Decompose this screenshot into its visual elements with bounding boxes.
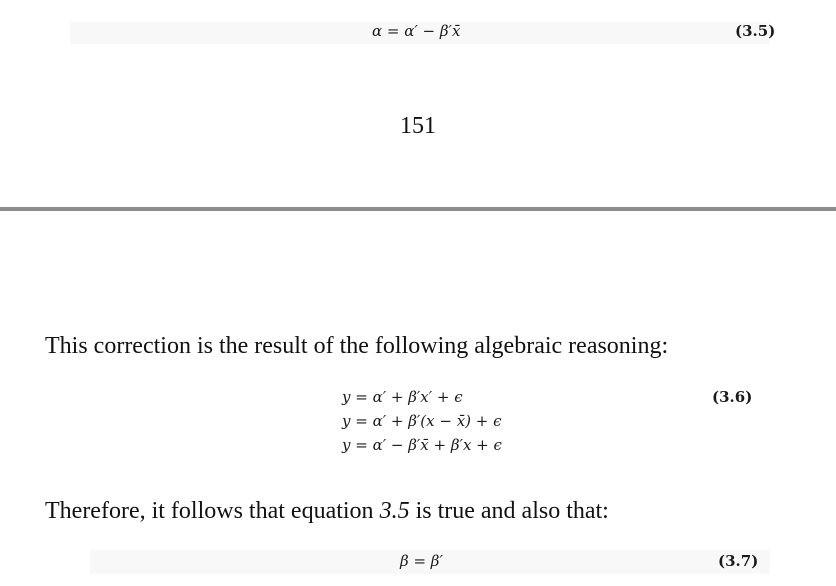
paragraph-therefore-text-before: Therefore, it follows that equation	[45, 498, 380, 524]
equation-3-7: β = β′	[400, 552, 443, 570]
equation-reference-link[interactable]: 3.5	[379, 498, 410, 524]
equation-number-3-7: (3.7)	[718, 552, 759, 570]
paragraph-therefore	[45, 498, 609, 525]
equation-3-6-line-1: y = α′ + β′x′ + ϵ	[342, 388, 463, 406]
equation-3-6-line-2: y = α′ + β′(x − x̄) + ϵ	[342, 412, 502, 430]
equation-number-3-5: (3.5)	[735, 22, 776, 40]
page-number: 151	[400, 113, 436, 139]
equation-3-6-line-3: y = α′ − β′x̄ + β′x + ϵ	[342, 436, 502, 454]
page-divider	[0, 207, 836, 211]
paragraph-therefore-text-after: is true and also that:	[409, 498, 609, 524]
equation-3-5: α = α′ − β′x̄	[372, 22, 461, 40]
equation-number-3-6: (3.6)	[712, 388, 753, 406]
paragraph-reasoning: This correction is the result of the following algebraic reasoning:	[45, 333, 669, 359]
